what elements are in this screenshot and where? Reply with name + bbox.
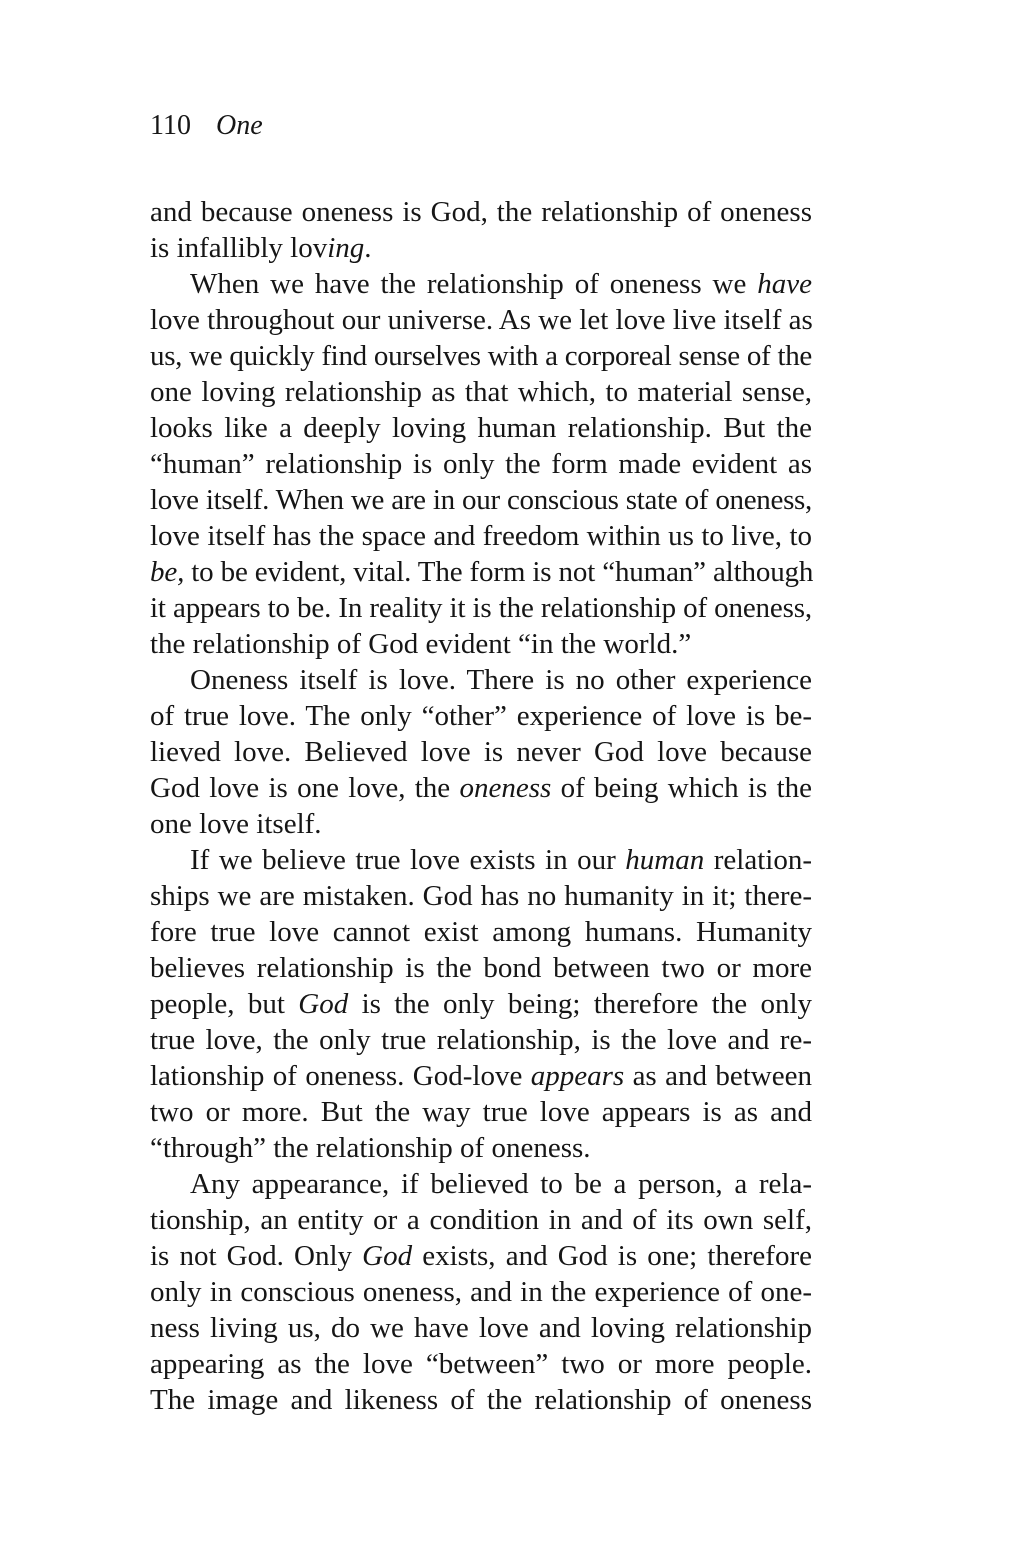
text-line (150, 482, 812, 518)
text-line (150, 1238, 812, 1274)
text-run: looks like a deeply loving human relationship. But the (150, 412, 812, 444)
text-line (150, 1094, 812, 1130)
italic-text: oneness (459, 772, 552, 804)
text-run: believes relationship is the bond between two or more (150, 952, 812, 984)
text-run: of being which is the (551, 772, 812, 804)
italic-text: God (362, 1240, 413, 1272)
running-head (150, 104, 263, 148)
text-run: is infallibly lov (150, 232, 328, 264)
italic-text: human (625, 844, 705, 876)
italic-text: be, (150, 556, 185, 588)
text-line (150, 1310, 812, 1346)
text-run: appearing as the love “between” two or more people. (150, 1348, 812, 1380)
text-run: love throughout our universe. As we let love live itself as (150, 304, 813, 336)
text-line (150, 950, 812, 986)
text-line (150, 662, 812, 698)
text-line (150, 626, 812, 662)
italic-text: appears (530, 1060, 625, 1092)
text-run: fore true love cannot exist among humans. Humanity (150, 916, 812, 948)
text-run: one love itself. (150, 808, 322, 840)
text-run: us, we quickly find ourselves with a corporeal sense of the (150, 340, 812, 372)
text-run: the relationship of God evident “in the world.” (150, 628, 692, 660)
text-run: When we have the relationship of oneness we (190, 268, 758, 300)
text-run: love itself. When we are in our conscious state of oneness, (150, 484, 812, 516)
text-line (150, 734, 812, 770)
italic-text: God (298, 988, 349, 1020)
text-line (150, 554, 812, 590)
text-run: tionship, an entity or a condition in and of its own self, (150, 1204, 812, 1236)
text-line (150, 338, 812, 374)
text-run: one loving relationship as that which, to material sense, (150, 376, 812, 408)
text-run: “human” relationship is only the form made evident as (150, 448, 812, 480)
text-run: ships we are mistaken. God has no humanity in it; there- (150, 880, 812, 912)
text-run: it appears to be. In reality it is the relationship of oneness, (150, 592, 812, 624)
text-line (150, 1202, 812, 1238)
text-run: people, but (150, 988, 299, 1020)
text-line (150, 590, 812, 626)
text-run: is the only being; therefore the only (348, 988, 812, 1020)
text-line (150, 194, 812, 230)
text-run: lieved love. Believed love is never God love because (150, 736, 812, 768)
text-line (150, 986, 812, 1022)
text-line (150, 446, 812, 482)
text-run: . (364, 232, 372, 264)
text-line (150, 374, 812, 410)
text-run: Any appearance, if believed to be a person, a rela- (190, 1168, 812, 1200)
text-run: to be evident, vital. The form is not “human” although (184, 556, 814, 588)
text-line (150, 1382, 812, 1418)
text-line (150, 518, 812, 554)
text-run: true love, the only true relationship, is the love and re- (150, 1024, 812, 1056)
text-line (150, 230, 812, 266)
text-line (150, 266, 812, 302)
text-run: love itself has the space and freedom within us to live, to (150, 520, 812, 552)
text-line (150, 1022, 812, 1058)
text-run: as and between (624, 1060, 812, 1092)
text-line (150, 410, 812, 446)
text-line (150, 302, 812, 338)
text-run: Oneness itself is love. There is no other experience (190, 664, 812, 696)
text-run: relation- (704, 844, 812, 876)
text-line (150, 770, 812, 806)
text-line (150, 1274, 812, 1310)
text-run: only in conscious oneness, and in the experience of one- (150, 1276, 812, 1308)
text-line (150, 842, 812, 878)
text-run: God love is one love, the (150, 772, 460, 804)
text-run: two or more. But the way true love appears is as and (150, 1096, 812, 1128)
text-line (150, 1346, 812, 1382)
text-line (150, 1166, 812, 1202)
text-line (150, 878, 812, 914)
text-run: ness living us, do we have love and loving relationship (150, 1312, 812, 1344)
text-run: exists, and God is one; therefore (412, 1240, 812, 1272)
text-line (150, 1130, 812, 1166)
text-run: The image and likeness of the relationship of oneness (150, 1384, 812, 1416)
text-run: of true love. The only “other” experience of love is be- (150, 700, 812, 732)
text-line (150, 806, 812, 842)
text-line (150, 1058, 812, 1094)
text-run: and because oneness is God, the relationship of oneness (150, 196, 812, 228)
page-number: 110 (150, 110, 191, 141)
text-run: If we believe true love exists in our (190, 844, 626, 876)
text-run: “through” the relationship of oneness. (150, 1132, 591, 1164)
body-text (150, 194, 812, 1418)
running-title: One (215, 110, 263, 141)
text-run: lationship of oneness. God-love (150, 1060, 531, 1092)
text-line (150, 698, 812, 734)
text-line (150, 914, 812, 950)
text-run: is not God. Only (150, 1240, 363, 1272)
italic-text: ing (327, 232, 365, 264)
italic-text: have (757, 268, 812, 300)
